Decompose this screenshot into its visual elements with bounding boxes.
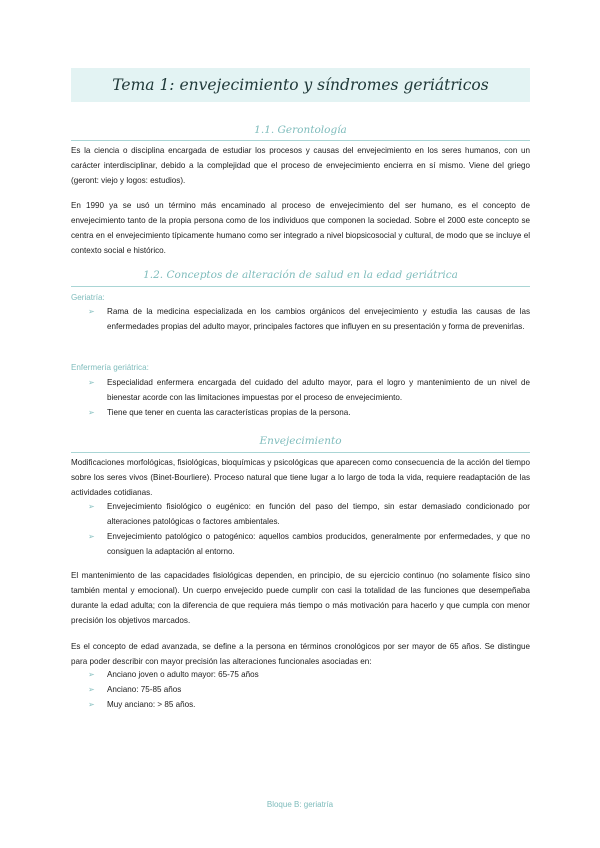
list-item: ➢ Anciano: 75-85 años [88, 682, 530, 697]
paragraph-gerontologia-history: En 1990 ya se usó un término más encaminado al proceso de envejecimiento del ser humano, es el concepto de envejecimiento tanto de la propia persona como de los individuos que componen la sociedad. Sobre el 2000 este concepto se centra en el envejecimiento típicamente humano como ser integrado a nivel biopsicosocial y cultural, de modo que se incluye el contexto social e histórico. [71, 201, 530, 255]
list-geriatria [88, 304, 530, 334]
paragraph-edad-avanzada: Es el concepto de edad avanzada, se define a la persona en términos cronológicos por ser mayor de 65 años. Se distingue para poder describir con mayor precisión las alteraciones funcionales asociadas en: [71, 642, 530, 666]
list-enfermeria [88, 375, 530, 420]
section-heading-gerontologia: 1.1. Gerontología [254, 124, 347, 136]
paragraph-gerontologia-definition: Es la ciencia o disciplina encargada de estudiar los procesos y causas del envejecimiento en los seres humanos, con un carácter interdisciplinar, debido a la complejidad que el proceso de envejecimiento encierra en sí mismo. Viene del griego (geront: viejo y logos: estudios). [71, 146, 530, 185]
section-divider [71, 452, 530, 453]
subheading-enfermeria-geriatrica: Enfermería geriátrica: [71, 363, 149, 372]
page-footer: Bloque B: geriatría [266, 800, 334, 809]
list-item: ➢ Tiene que tener en cuenta las características propias de la persona. [88, 405, 530, 420]
title-banner [71, 68, 530, 102]
list-item: ➢ Rama de la medicina especializada en los cambios orgánicos del envejecimiento y estudia las causas de las enfermedades propias del adulto mayor, principales factores que influyen en su presentación y forma de prevenirlas. [88, 304, 530, 334]
arrow-bullet-icon: ➢ [88, 700, 95, 709]
arrow-bullet-icon: ➢ [88, 378, 95, 387]
list-tipos-envejecimiento [88, 499, 530, 559]
list-grupos-edad [88, 667, 530, 712]
list-item: ➢ Especialidad enfermera encargada del cuidado del adulto mayor, para el logro y mantenimiento de un nivel de bienestar acorde con las limitaciones impuestas por el proceso de envejecimiento. [88, 375, 530, 405]
section-divider [71, 286, 530, 287]
list-item: ➢ Anciano joven o adulto mayor: 65-75 años [88, 667, 530, 682]
arrow-bullet-icon: ➢ [88, 408, 95, 417]
section-heading-conceptos: 1.2. Conceptos de alteración de salud en la edad geriátrica [143, 269, 458, 281]
subheading-geriatria: Geriatría: [71, 293, 105, 302]
arrow-bullet-icon: ➢ [88, 670, 95, 679]
arrow-bullet-icon: ➢ [88, 307, 95, 316]
list-item: ➢ Muy anciano: > 85 años. [88, 697, 530, 712]
document-title: Tema 1: envejecimiento y síndromes geriátricos [112, 76, 489, 94]
arrow-bullet-icon: ➢ [88, 502, 95, 511]
arrow-bullet-icon: ➢ [88, 685, 95, 694]
list-item: ➢ Envejecimiento fisiológico o eugénico: en función del paso del tiempo, sin estar demasiado condicionado por alteraciones patológicas o factores ambientales. [88, 499, 530, 529]
section-heading-envejecimiento: Envejecimiento [259, 435, 342, 447]
paragraph-envejecimiento-definition: Modificaciones morfológicas, fisiológicas, bioquímicas y psicológicas que aparecen como consecuencia de la acción del tiempo sobre los seres vivos (Binet-Bourliere). Proceso natural que tiene lugar a lo largo de toda la vida, requiere readaptación de las actividades cotidianas. [71, 458, 530, 497]
list-item: ➢ Envejecimiento patológico o patogénico: aquellos cambios producidos, generalmente por enfermedades, y que no consiguen la adaptación al entorno. [88, 529, 530, 559]
section-divider [71, 140, 530, 141]
arrow-bullet-icon: ➢ [88, 532, 95, 541]
paragraph-capacidades-fisiologicas: El mantenimiento de las capacidades fisiológicas dependen, en principio, de su ejercicio continuo (no solamente físico sino también mental y emocional). Un cuerpo envejecido puede cumplir con casi la totalidad de las funciones que desempeñaba durante la edad adulta; con la diferencia de que requiera más tiempo o más motivación para hacerlo y que cumpla con menor precisión los objetivos marcados. [71, 571, 530, 625]
